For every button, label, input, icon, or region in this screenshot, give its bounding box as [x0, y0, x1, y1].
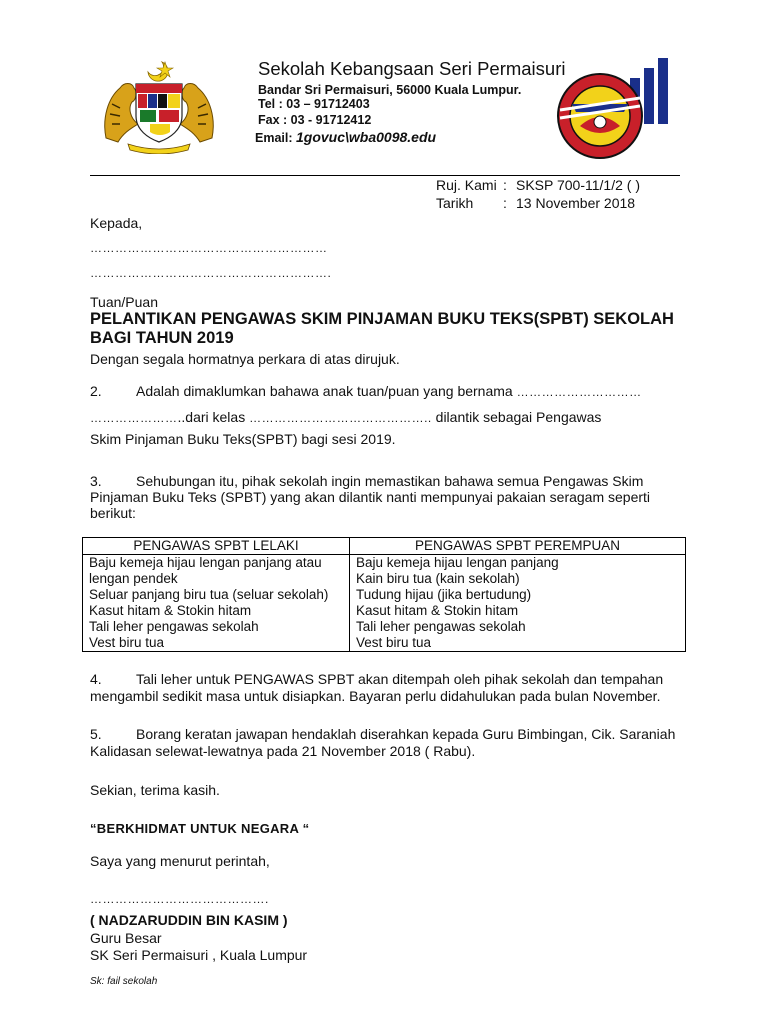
male-item: Tali leher pengawas sekolah [83, 619, 350, 635]
para3-line-3: berikut: [90, 505, 136, 521]
header-male: PENGAWAS SPBT LELAKI [83, 538, 350, 555]
school-crest-icon [550, 52, 678, 162]
para4-number: 4. [90, 671, 102, 687]
table-row [83, 571, 686, 587]
para2-line-2 [90, 409, 601, 425]
school-address: Bandar Sri Permaisuri, 56000 Kuala Lumpur. [258, 83, 522, 97]
para3-number: 3. [90, 473, 102, 489]
female-item: Kain biru tua (kain sekolah) [350, 571, 686, 587]
salutation: Tuan/Puan [90, 294, 158, 310]
email-label: Email: [255, 131, 293, 145]
female-item: Tali leher pengawas sekolah [350, 619, 686, 635]
ruj-label: Ruj. Kami [436, 177, 497, 193]
para5-line-1: Borang keratan jawapan hendaklah diserahkan kepada Guru Bimbingan, Cik. Saraniah [136, 726, 676, 742]
male-item: Vest biru tua [83, 635, 350, 652]
header-divider [90, 175, 680, 176]
male-item: Kasut hitam & Stokin hitam [83, 603, 350, 619]
para3-line-2: Pinjaman Buku Teks (SPBT) yang akan dilantik nanti mempunyai pakaian seragam seperti [90, 489, 651, 505]
school-tel: Tel : 03 – 91712403 [258, 97, 370, 111]
para2-dots-b: …………………………………….. [249, 411, 432, 425]
school-name: Sekolah Kebangsaan Seri Permaisuri [258, 58, 566, 79]
female-item: Tudung hijau (jika bertudung) [350, 587, 686, 603]
para2-line-1-text: Adalah dimaklumkan bahawa anak tuan/puan yang bernama [136, 383, 513, 399]
tarikh-colon: : [503, 195, 507, 211]
para2-appointed-text: dilantik sebagai Pengawas [435, 409, 602, 425]
table-row [83, 587, 686, 603]
male-item: Seluar panjang biru tua (seluar sekolah) [83, 587, 350, 603]
signature-dots: ……………………………………. [90, 892, 269, 906]
male-item: lengan pendek [83, 571, 350, 587]
email-value: 1govuc\wba0098.edu [296, 129, 437, 145]
table-row [83, 555, 686, 572]
signatory-title: Guru Besar [90, 930, 162, 946]
para2-line-1 [136, 383, 642, 399]
copy-to-note: Sk: fail sekolah [90, 976, 158, 987]
para4-line-2: mengambil sedikit masa untuk disiapkan. Bayaran perlu didahulukan pada bulan November. [90, 688, 661, 704]
male-item: Baju kemeja hijau lengan panjang atau [83, 555, 350, 572]
table-header-row [83, 538, 686, 555]
table-row [83, 603, 686, 619]
ruj-colon: : [503, 177, 507, 193]
para2-name-dots: ………………………… [516, 385, 642, 399]
closing-obey: Saya yang menurut perintah, [90, 853, 270, 869]
para2-dots-a: ………………… [90, 411, 178, 425]
closing-thanks: Sekian, terima kasih. [90, 782, 220, 798]
para5-line-2: Kalidasan selewat-lewatnya pada 21 November 2018 ( Rabu). [90, 743, 476, 759]
intro-line: Dengan segala hormatnya perkara di atas dirujuk. [90, 351, 400, 367]
table-row [83, 619, 686, 635]
recipient-dots-line-2: …………………………………………………. [90, 266, 332, 280]
uniform-table [82, 537, 686, 652]
kepada-label: Kepada, [90, 215, 143, 231]
tarikh-value: 13 November 2018 [516, 195, 636, 211]
signatory-school: SK Seri Permaisuri , Kuala Lumpur [90, 947, 308, 963]
para2-class-label: ..dari kelas [177, 409, 246, 425]
para2-number: 2. [90, 383, 102, 399]
signatory-name: ( NADZARUDDIN BIN KASIM ) [90, 912, 288, 928]
school-email [255, 129, 436, 145]
para4-line-1: Tali leher untuk PENGAWAS SPBT akan ditempah oleh pihak sekolah dan tempahan [136, 671, 664, 687]
female-item: Kasut hitam & Stokin hitam [350, 603, 686, 619]
para5-number: 5. [90, 726, 102, 742]
para2-line-3: Skim Pinjaman Buku Teks(SPBT) bagi sesi 2019. [90, 431, 396, 447]
tarikh-label: Tarikh [436, 195, 474, 211]
female-item: Baju kemeja hijau lengan panjang [350, 555, 686, 572]
coat-of-arms-icon [98, 58, 220, 154]
motto: “BERKHIDMAT UNTUK NEGARA “ [90, 821, 310, 836]
female-item: Vest biru tua [350, 635, 686, 652]
ruj-value: SKSP 700-11/1/2 ( ) [516, 177, 640, 193]
recipient-dots-line-1: ………………………………………………… [90, 241, 328, 255]
para3-line-1: Sehubungan itu, pihak sekolah ingin memastikan bahawa semua Pengawas Skim [136, 473, 644, 489]
header-female: PENGAWAS SPBT PEREMPUAN [350, 538, 686, 555]
letter-subject: PELANTIKAN PENGAWAS SKIM PINJAMAN BUKU TEKS(SPBT) SEKOLAH BAGI TAHUN 2019 [90, 310, 674, 347]
table-row [83, 635, 686, 652]
school-fax: Fax : 03 - 91712412 [258, 113, 372, 127]
